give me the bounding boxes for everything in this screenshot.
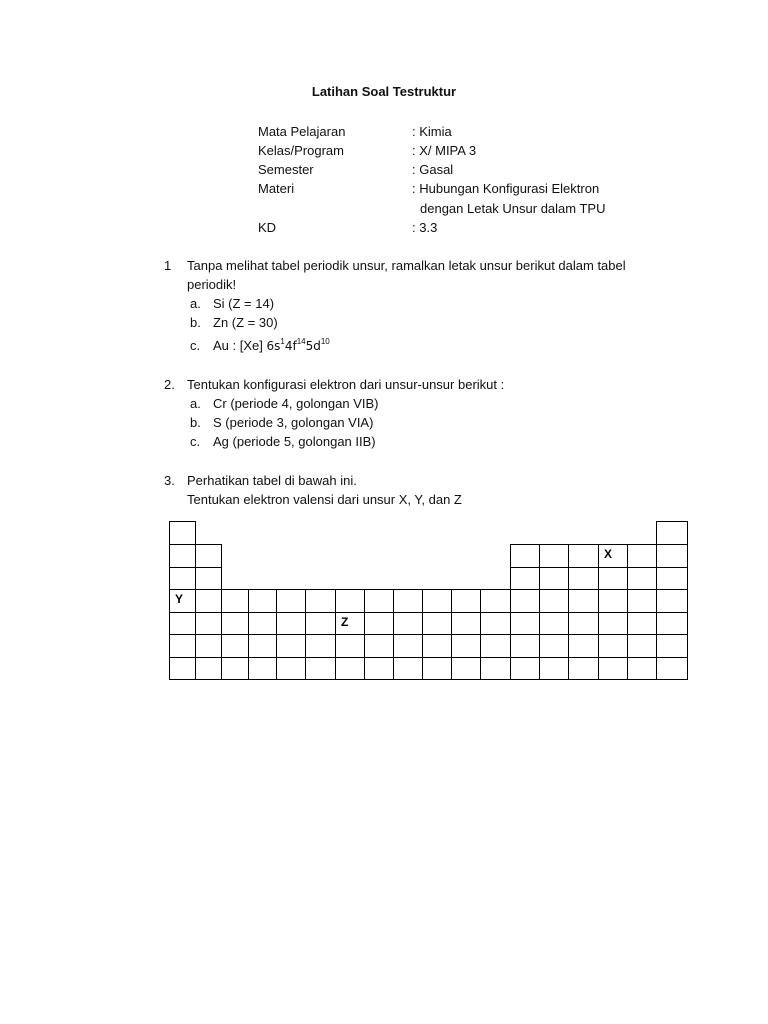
table-cell-p3-g1	[170, 568, 196, 590]
config-orbital-d: 5d	[305, 339, 321, 353]
question-2-item-b	[190, 415, 374, 430]
table-cell-p2-g16	[599, 545, 628, 568]
table-cell-p6-g12	[481, 635, 511, 658]
table-cell-p4-g9	[394, 590, 423, 613]
table-cell-p5-g13	[511, 613, 540, 635]
table-cell-p6-g8	[365, 635, 394, 658]
table-cell-p7-g5	[277, 658, 306, 680]
table-cell-p4-g17	[628, 590, 657, 613]
question-1-item-b	[190, 315, 278, 330]
table-cell-p7-g10	[423, 658, 452, 680]
question-1-number: 1	[164, 258, 172, 273]
item-letter: c.	[190, 338, 201, 353]
config-prefix: Au : [Xe]	[213, 338, 267, 353]
table-cell-p2-g13	[511, 545, 540, 568]
table-cell-p4-g3	[222, 590, 249, 613]
table-cell-p6-g4	[249, 635, 277, 658]
table-cell-p3-g16	[599, 568, 628, 590]
table-cell-p2-g2	[196, 545, 222, 568]
table-cell-p2-g15	[569, 545, 599, 568]
table-cell-p4-g1	[170, 590, 196, 613]
table-cell-p7-g12	[481, 658, 511, 680]
item-letter: a.	[190, 296, 201, 311]
table-cell-p5-g16	[599, 613, 628, 635]
table-cell-p4-g8	[365, 590, 394, 613]
table-cell-p7-g7	[336, 658, 365, 680]
table-cell-p5-g17	[628, 613, 657, 635]
table-cell-p6-g18	[657, 635, 688, 658]
question-1-text-continued: periodik!	[187, 277, 237, 292]
table-cell-p2-g1	[170, 545, 196, 568]
question-2-number: 2.	[164, 377, 175, 392]
table-cell-p4-g16	[599, 590, 628, 613]
question-1-item-c	[190, 337, 330, 353]
item-text: Si (Z = 14)	[213, 296, 275, 311]
table-cell-p6-g2	[196, 635, 222, 658]
table-cell-p4-g7	[336, 590, 365, 613]
table-cell-p7-g11	[452, 658, 481, 680]
table-cell-p5-g10	[423, 613, 452, 635]
table-cell-p5-g7	[336, 613, 365, 635]
table-cell-p5-g18	[657, 613, 688, 635]
meta-value: : Gasal	[412, 162, 454, 177]
table-cell-p6-g1	[170, 635, 196, 658]
table-cell-p2-g14	[540, 545, 569, 568]
table-cell-p3-g17	[628, 568, 657, 590]
table-cell-p5-g3	[222, 613, 249, 635]
item-letter: b.	[190, 415, 201, 430]
meta-value: : X/ MIPA 3	[412, 143, 477, 158]
table-cell-p6-g9	[394, 635, 423, 658]
table-cell-p5-g14	[540, 613, 569, 635]
table-cell-p4-g10	[423, 590, 452, 613]
table-cell-p4-g2	[196, 590, 222, 613]
table-cell-p6-g6	[306, 635, 336, 658]
table-cell-p6-g13	[511, 635, 540, 658]
item-letter: b.	[190, 315, 201, 330]
table-cell-p5-g5	[277, 613, 306, 635]
table-cell-p1-g1	[170, 522, 196, 545]
table-cell-p6-g5	[277, 635, 306, 658]
meta-value: : 3.3	[412, 220, 438, 235]
table-cell-p3-g2	[196, 568, 222, 590]
table-cell-p7-g3	[222, 658, 249, 680]
table-cell-p7-g17	[628, 658, 657, 680]
table-cell-p5-g11	[452, 613, 481, 635]
table-cell-p3-g18	[657, 568, 688, 590]
meta-value: : Hubungan Konfigurasi Elektron	[412, 181, 600, 196]
meta-label: Semester	[258, 162, 314, 177]
config-exponent-d: 10	[320, 337, 330, 346]
table-cell-p4-g4	[249, 590, 277, 613]
meta-value: : Kimia	[412, 124, 452, 139]
config-exponent-s: 1	[280, 337, 285, 346]
item-text: Zn (Z = 30)	[213, 315, 278, 330]
table-cell-p5-g8	[365, 613, 394, 635]
item-letter: c.	[190, 434, 201, 449]
electron-configuration	[213, 338, 330, 353]
table-cell-p7-g2	[196, 658, 222, 680]
table-cell-p5-g2	[196, 613, 222, 635]
table-cell-p7-g6	[306, 658, 336, 680]
config-exponent-f: 14	[296, 337, 306, 346]
table-cell-p4-g6	[306, 590, 336, 613]
config-orbital-s: 6s	[266, 339, 281, 353]
table-cell-p3-g14	[540, 568, 569, 590]
table-cell-p5-g4	[249, 613, 277, 635]
table-cell-p6-g3	[222, 635, 249, 658]
table-cell-p7-g1	[170, 658, 196, 680]
table-cell-p5-g9	[394, 613, 423, 635]
table-cell-p6-g17	[628, 635, 657, 658]
question-1-text: Tanpa melihat tabel periodik unsur, ramalkan letak unsur berikut dalam tabel	[187, 258, 626, 273]
table-cell-p6-g15	[569, 635, 599, 658]
table-cell-p7-g18	[657, 658, 688, 680]
table-cell-p7-g9	[394, 658, 423, 680]
element-label-z: Z	[341, 615, 349, 629]
table-cell-p4-g14	[540, 590, 569, 613]
meta-value-continuation: dengan Letak Unsur dalam TPU	[420, 201, 606, 216]
question-3-text-continued: Tentukan elektron valensi dari unsur X, Y, dan Z	[187, 492, 462, 507]
table-cell-p7-g15	[569, 658, 599, 680]
table-cell-p3-g13	[511, 568, 540, 590]
table-cell-p6-g7	[336, 635, 365, 658]
table-cell-p4-g12	[481, 590, 511, 613]
table-cell-p4-g11	[452, 590, 481, 613]
table-cell-p5-g6	[306, 613, 336, 635]
table-cell-p6-g10	[423, 635, 452, 658]
table-cell-p7-g14	[540, 658, 569, 680]
table-cell-p5-g15	[569, 613, 599, 635]
table-cell-p2-g18	[657, 545, 688, 568]
element-label-y: Y	[175, 592, 184, 606]
table-cell-p7-g8	[365, 658, 394, 680]
config-orbital-f: 4f	[284, 339, 297, 353]
item-text: Ag (periode 5, golongan IIB)	[213, 434, 376, 449]
table-cell-p3-g15	[569, 568, 599, 590]
table-cell-p1-g18	[657, 522, 688, 545]
meta-label: Materi	[258, 181, 295, 196]
table-cell-p6-g11	[452, 635, 481, 658]
table-cell-p4-g5	[277, 590, 306, 613]
meta-label: Kelas/Program	[258, 143, 344, 158]
table-cell-p6-g16	[599, 635, 628, 658]
table-cell-p7-g16	[599, 658, 628, 680]
table-cell-p6-g14	[540, 635, 569, 658]
table-cell-p5-g1	[170, 613, 196, 635]
question-3-number: 3.	[164, 473, 175, 488]
document-title: Latihan Soal Testruktur	[311, 84, 457, 99]
table-cell-p2-g17	[628, 545, 657, 568]
question-2-item-c	[190, 434, 376, 449]
table-cell-p7-g4	[249, 658, 277, 680]
element-label-x: X	[604, 547, 613, 561]
question-1-item-a	[190, 296, 275, 311]
meta-label: Mata Pelajaran	[258, 124, 346, 139]
question-2-text: Tentukan konfigurasi elektron dari unsur-unsur berikut :	[187, 377, 505, 392]
meta-label: KD	[258, 220, 277, 235]
item-text: Cr (periode 4, golongan VIB)	[213, 396, 379, 411]
question-3-text: Perhatikan tabel di bawah ini.	[187, 473, 357, 488]
table-cell-p5-g12	[481, 613, 511, 635]
table-cell-p4-g13	[511, 590, 540, 613]
table-cell-p4-g18	[657, 590, 688, 613]
table-cell-p4-g15	[569, 590, 599, 613]
item-text: S (periode 3, golongan VIA)	[213, 415, 374, 430]
question-2-item-a	[190, 396, 379, 411]
table-cell-p7-g13	[511, 658, 540, 680]
item-letter: a.	[190, 396, 201, 411]
